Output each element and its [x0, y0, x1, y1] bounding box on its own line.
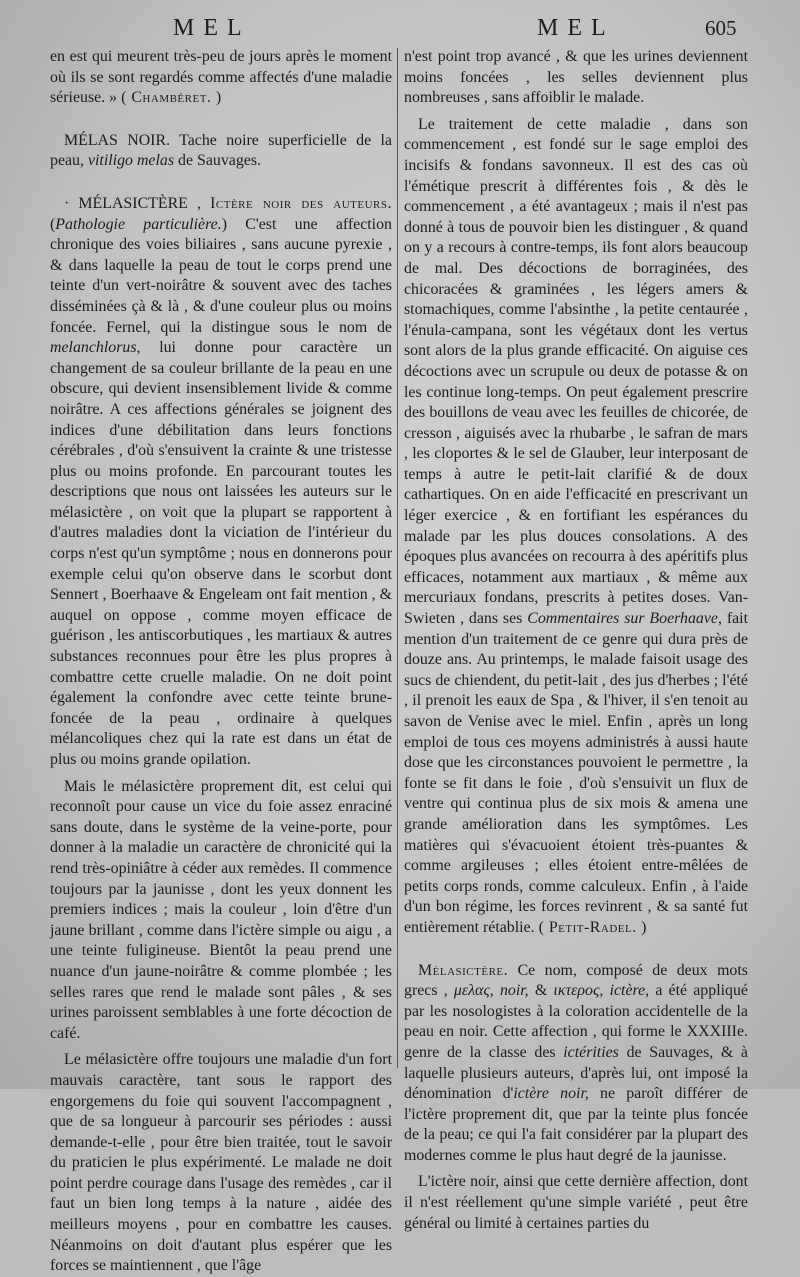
paragraph-text: &: [534, 982, 548, 1000]
italic-category: Pathologie particulière.: [55, 215, 222, 233]
header-left-word: MEL: [173, 15, 251, 41]
spacer: [50, 115, 392, 131]
entry-heading: · MÉLASICTÈRE ,: [64, 194, 201, 212]
paragraph-text: de Sauvages, & à laquelle plusieurs auteurs, d'après lui, ont imposé la dénomination d': [404, 1043, 748, 1103]
paragraph-text: , fait mention d'un traitement de ce genre qui dura près de douze ans. Au printemps, le malade faisoit usage des sucs de chiendent, du petit-lait , des jus d'herbes ; l'été , il prenoit les eaux de Spa , & l'hiver, il s'en tenoit au savon de Venise avec le miel. Enfin , après un long emploi de tous ces moyens administrés à aussi haute dose que les circonstances pouvoient le permettre , la fonte se fit dans le foie , d'où s'ensuivit un flux de ventre qui continua plus de six mois & amena une grande amélioration dans les symptômes. Les matières qui s'évacuoient étoient très-puantes & comme argileuses ; elles étoient entre-mêlées de petits corps ronds, comme calculeux. Enfin , à l'aide d'un bon régime, les forces revinrent , & sa santé fut entièrement rétablie.: [404, 610, 748, 936]
greek-word: ικτερος,: [553, 982, 604, 1000]
page-number: 605: [705, 16, 737, 40]
greek-word: μελας,: [453, 982, 494, 1000]
author-signature: ( Chambéret. ): [121, 89, 222, 107]
italic-title: Commentaires sur Boerhaave: [527, 610, 718, 628]
spacer: [404, 945, 748, 961]
spacer: [50, 178, 392, 194]
paragraph-text: de Sauvages.: [178, 152, 261, 170]
paren: (: [50, 215, 56, 233]
paragraph-text: ne paroît différer de l'ictère proprement dit, que par la teinte plus foncée de la peau; ce qui l'a fait considérer par la plupart des modernes comme le plus haut degré de la jaunisse.: [404, 1085, 748, 1164]
author-signature: ( Petit-Radel. ): [538, 918, 647, 936]
paragraph: n'est point trop avancé , & que les urines deviennent moins foncées , les selles deviennent plus nombreuses , sans affoiblir le malade.: [404, 48, 748, 107]
header-right-word: MEL: [537, 15, 615, 41]
entry-heading: Mélasictère.: [418, 961, 509, 979]
italic-term: noir,: [499, 982, 529, 1000]
entry-melasictere-2: [404, 961, 748, 1167]
column-divider: [397, 48, 398, 1068]
italic-term: melanchlorus: [50, 339, 137, 357]
paragraph: Mais le mélasictère proprement dit, est celui qui reconnoît pour cause un vice du foie assez enraciné sans doute, dans le système de la veine-porte, pour donner à la maladie un caractère de chronicité qui la rend très-opiniâtre à céder aux remèdes. Il commence toujours par la jaunisse , dont les yeux donnent les premiers indices ; mais la couleur , loin d'être d'un jaune brillant , comme dans l'ictère simple ou aigu , a une teinte fuligineuse. Bientôt la peau prend une nuance d'un jaune-noirâtre & comme plombée ; les selles rares que rend le malade sont pâles , & ses urines paroissent semblables à une forte décoction de café.: [50, 777, 392, 1042]
paragraph-text: a été appliqué par les nosologistes à la coloration accidentelle de la peau en noir. Cette affection , qui forme le XXXIIIe. genre de la classe des: [404, 982, 748, 1061]
paragraph-text: Ce nom, composé de deux mots grecs ,: [404, 961, 748, 1000]
paragraph-text: Le traitement de cette maladie , dans son commencement , est fondé sur le sage emploi des incisifs & fondans savonneux. Il est des cas où l'émétique prescrit à différentes fois , & dès le commencement , a été avantageux ; mais il n'est pas donné à tous de pouvoir bien les distinguer , & quand on y a recours à contre-temps, ils font alors beaucoup de mal. Des décoctions de borraginées, des chicoracées & graminées , les légers amers & stomachiques, comme l'absinthe , la petite centaurée , l'énula-campana, sont les végétaux dont les vertus sont alors de la plus grande efficacité. On aiguise ces décoctions avec un scrupule ou deux de potasse & on les continue long-temps. On peut également prescrire des bouillons de veau avec les feuilles de chicorée, de cresson , aiguisés avec la rhubarbe , le safran de mars , les cloportes & le sel de Glauber, leur interposant de temps à autre le petit-lait clarifié & de doux cathartiques. On en aide l'efficacité en prescrivant un léger exercice , & en fortifiant les espérances du malade par les plus douces consolations. A des époques plus avancées on recourra à des apéritifs plus efficaces, notamment aux martiaux , & même aux mercuriaux fondans, prescrits à petites doses. Van-Swieten , dans ses: [404, 115, 748, 628]
paragraph: [404, 115, 748, 939]
paragraph: [50, 47, 392, 109]
italic-term: ictère noir,: [513, 1085, 589, 1103]
left-column: [50, 47, 392, 1275]
paragraph-text: Tache noire superficielle de la peau,: [50, 131, 392, 170]
right-column: [404, 47, 748, 1232]
italic-term: ictérities: [563, 1043, 619, 1061]
entry-melasictere: [50, 194, 392, 771]
paragraph-text: , lui donne pour caractère un changement de sa couleur brillante de la peau en une obscure, qui devient insensiblement livide & comme noirâtre. A ces affections générales se joignent des indices d'une débilitation dans leurs fonctions cérébrales , d'où s'ensuivent la crainte & une tristesse plus ou moins profonde. En parcourant toutes les descriptions que nous ont laissées les auteurs sur le mélasictère , on voit que la plupart se rapportent à d'autres maladies dont la viciation de l'intérieur du corps n'est qu'un symptôme ; nous en donnerons pour exemple celui qu'on observe dans le scorbut dont Sennert , Boerhaave & Engeleam ont fait mention , & auquel on oppose , comme moyen efficace de guérison , les antiscorbutiques , les martiaux & autres substances reconnues pour être les plus propres à combattre cette cruelle maladie. On ne doit point également la confondre avec cette teinte brune-foncée de la peau , ordinaire à quelques mélancoliques chez qui la rate est dans un état de plus ou moins grande opilation.: [50, 339, 392, 768]
paren: ): [221, 215, 227, 233]
paragraph: L'ictère noir, ainsi que cette dernière affection, dont il n'est réellement qu'une simple variété , peut être général ou limité à certaines parties du: [404, 1173, 748, 1232]
entry-heading: MÉLAS NOIR.: [64, 131, 171, 149]
entry-melas-noir: [50, 131, 392, 172]
paragraph: Le mélasictère offre toujours une maladie d'un fort mauvais caractère, tant sous le rapport des engorgemens du foie qui souvent l'accompagnent , que de sa longueur à parcourir ses périodes : aussi demande-t-elle , pour être bien traitée, tout le savoir du praticien le plus expérimenté. Le malade ne doit point perdre courage dans l'usage des remèdes , car il faut un bien long temps à la nature , aidée des meilleurs moyens , pour en combattre les causes. Néanmoins on doit d'autant plus espérer que les forces se maintiennent , que l'âge: [50, 1051, 392, 1275]
paragraph-text: en est qui meurent très-peu de jours après le moment où ils se sont regardés comme affectés d'une maladie sérieuse. »: [50, 48, 392, 107]
paragraph-text: C'est une affection chronique des voies biliaires , sans aucune pyrexie , & dans laquelle la peau de tout le corps prend une teinte d'un vert-noirâtre & souvent avec des taches disséminées çà & là , & d'une couleur plus ou moins foncée. Fernel, qui la distingue sous le nom de: [50, 215, 392, 336]
entry-subheading: Ictère noir des auteurs.: [210, 194, 392, 212]
italic-term: vitiligo melas: [87, 152, 175, 170]
italic-term: ictère,: [609, 982, 650, 1000]
running-header: [0, 10, 800, 46]
